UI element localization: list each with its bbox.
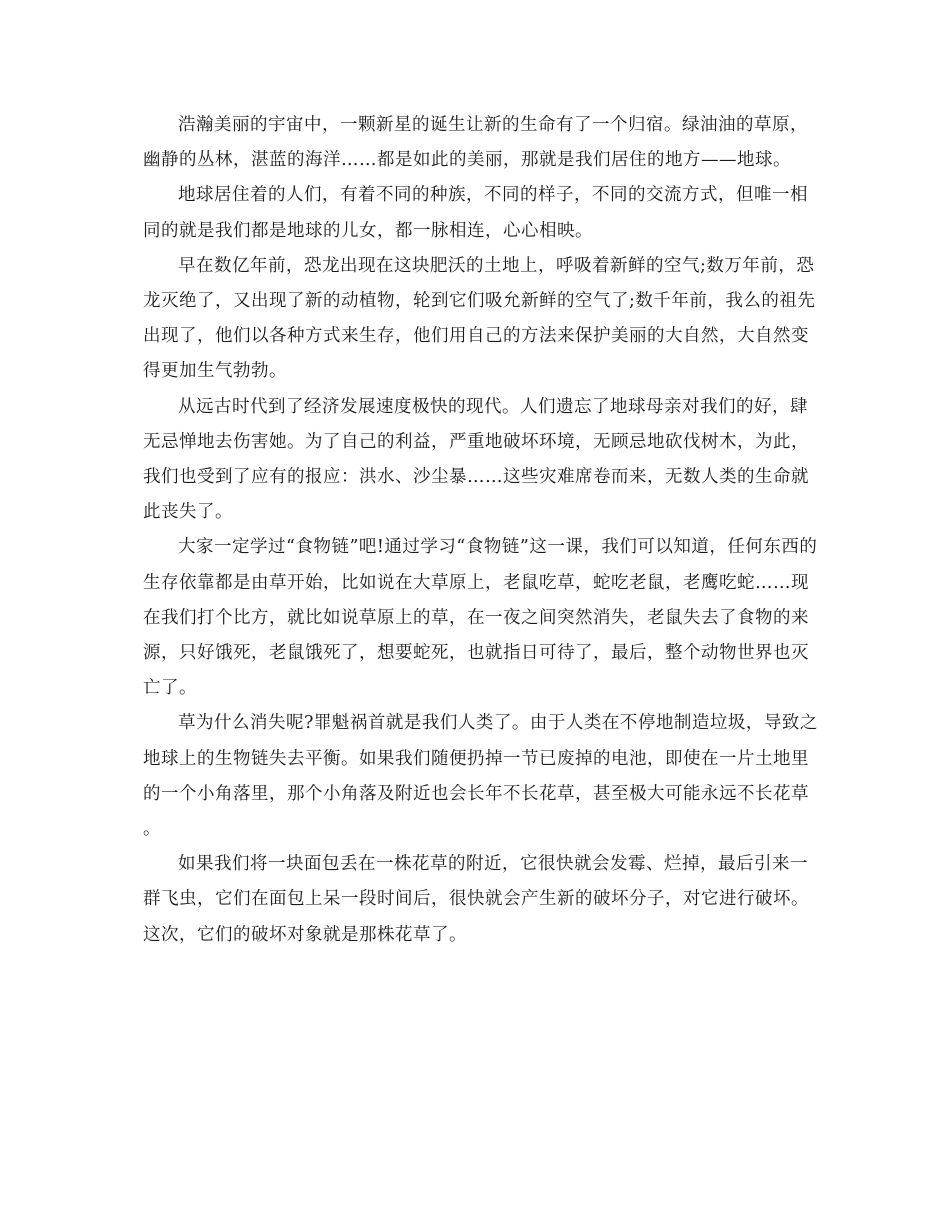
paragraph: 浩瀚美丽的宇宙中，一颗新星的诞生让新的生命有了一个归宿。绿油油的草原，幽静的丛林，湛蓝的海洋……都是如此的美丽，那就是我们居住的地方——地球。: [143, 115, 808, 171]
document-body: [143, 108, 823, 953]
paragraph: 如果我们将一块面包丢在一株花草的附近，它很快就会发霉、烂掉，最后引来一群飞虫，它们在面包上呆一段时间后，很快就会产生新的破坏分子，对它进行破坏。这次，它们的破坏对象就是那株花草了。: [143, 854, 809, 945]
paragraph: 从远古时代到了经济发展速度极快的现代。人们遗忘了地球母亲对我们的好，肆无忌惮地去伤害她。为了自己的利益，严重地破坏环境，无顾忌地砍伐树木，为此，我们也受到了应有的报应：洪水、沙尘暴……这些灾难席卷而来，无数人类的生命就此丧失了。: [143, 396, 809, 523]
paragraph: 地球居住着的人们，有着不同的种族，不同的样子，不同的交流方式，但唯一相同的就是我们都是地球的儿女，都一脉相连，心心相映。: [143, 185, 808, 241]
paragraph: 大家一定学过“食物链”吧!通过学习“食物链”这一课，我们可以知道，任何东西的生存依靠都是由草开始，比如说在大草原上，老鼠吃草，蛇吃老鼠，老鹰吃蛇……现在我们打个比方，就比如说草原上的草，在一夜之间突然消失，老鼠失去了食物的来源，只好饿死，老鼠饿死了，想要蛇死，也就指日可待了，最后，整个动物世界也灭亡了。: [143, 537, 818, 699]
paragraph: 草为什么消失呢?罪魁祸首就是我们人类了。由于人类在不停地制造垃圾，导致之地球上的生物链失去平衡。如果我们随便扔掉一节已废掉的电池，即使在一片土地里的一个小角落里，那个小角落及附近也会长年不长花草，甚至极大可能永远不长花草。: [143, 713, 818, 840]
paragraph: 早在数亿年前，恐龙出现在这块肥沃的土地上，呼吸着新鲜的空气;数万年前，恐龙灭绝了，又出现了新的动植物，轮到它们吸允新鲜的空气了;数千年前，我么的祖先出现了，他们以各种方式来生存，他们用自己的方法来保护美丽的大自然，大自然变得更加生气勃勃。: [143, 255, 816, 382]
